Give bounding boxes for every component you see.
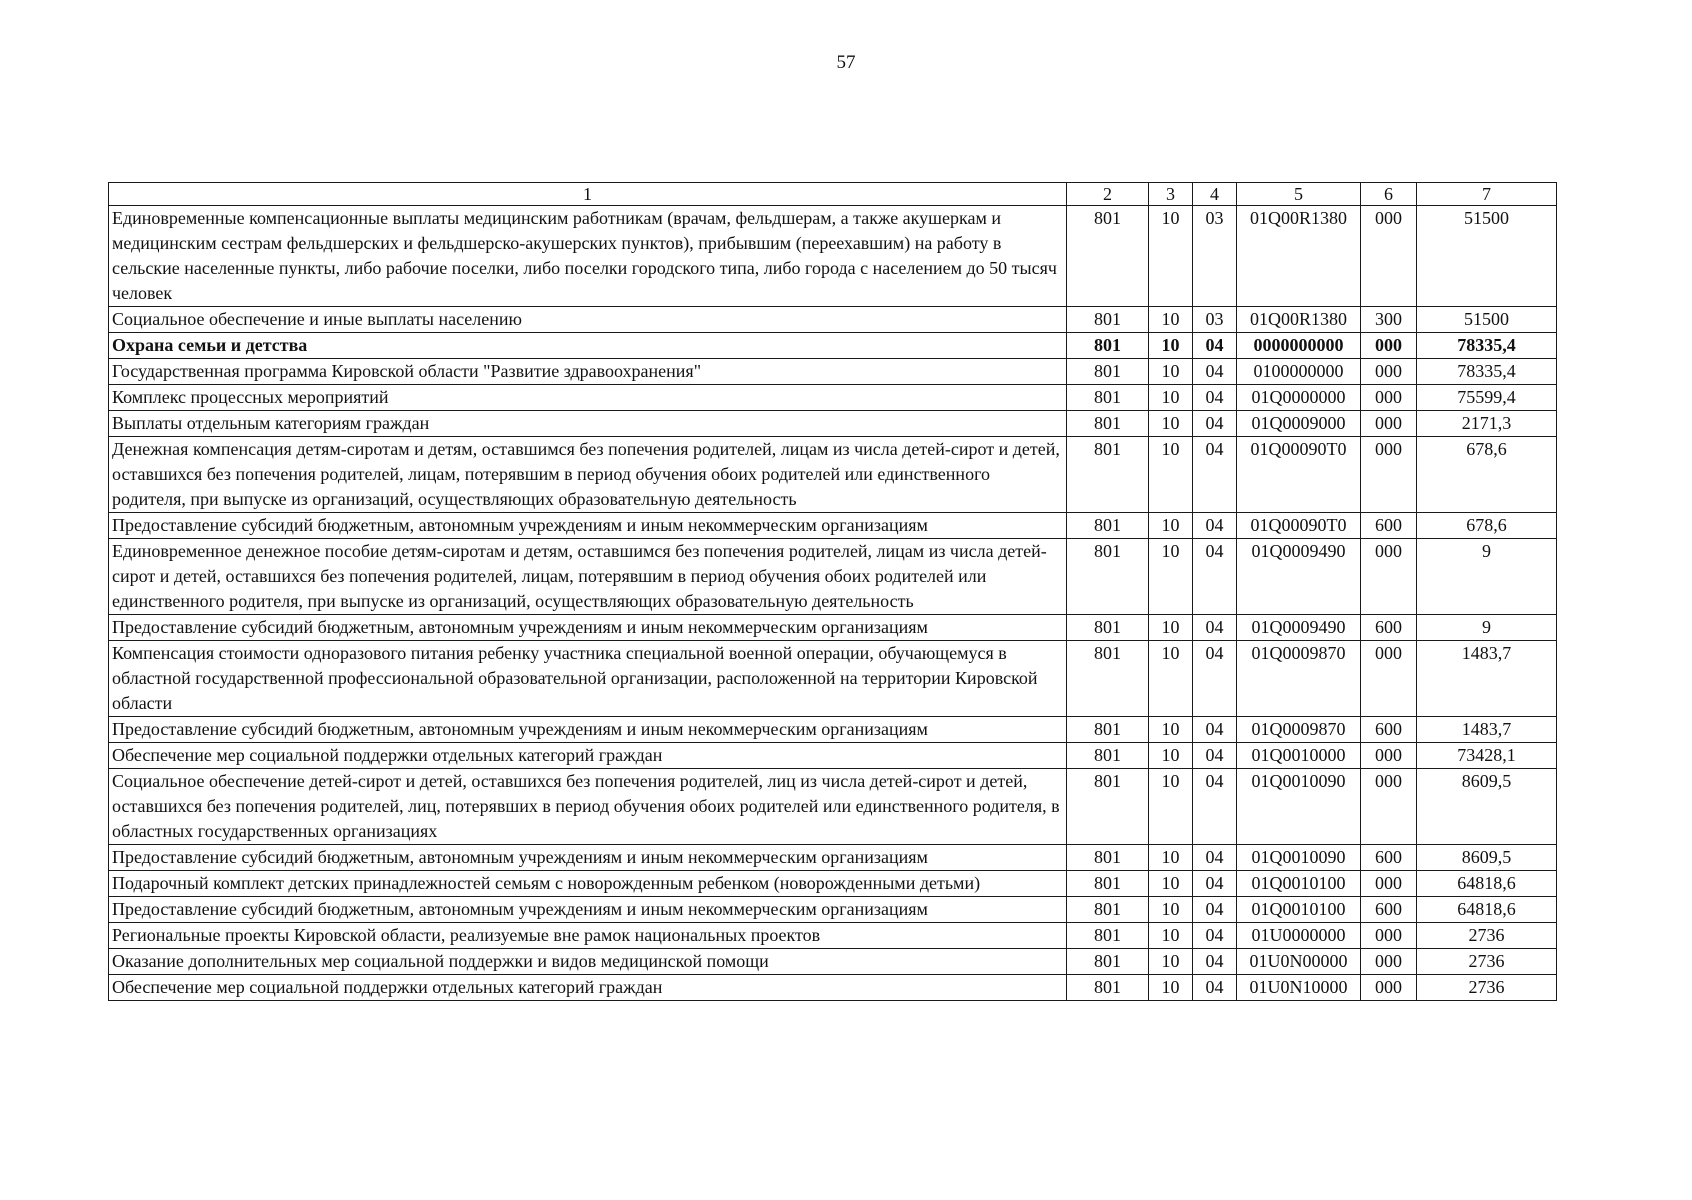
section-code-cell: 10: [1149, 359, 1193, 385]
expense-type-cell: 000: [1361, 769, 1417, 845]
ministry-code-cell: 801: [1067, 975, 1149, 1001]
target-article-cell: 01Q00090T0: [1237, 513, 1361, 539]
table-row: [109, 539, 1557, 615]
ministry-code-cell: 801: [1067, 437, 1149, 513]
section-code-cell: 10: [1149, 307, 1193, 333]
target-article-cell: 01Q0010100: [1237, 871, 1361, 897]
table-row: [109, 437, 1557, 513]
amount-cell: 78335,4: [1417, 359, 1557, 385]
table-row: [109, 717, 1557, 743]
row-name-cell: Единовременные компенсационные выплаты медицинским работникам (врачам, фельдшерам, а также акушеркам и медицинским сестрам фельдшерских и фельдшерско-акушерских пунктов), прибывшим (переехавшим) на работу в сельские населенные пункты, либо рабочие поселки, либо поселки городского типа, либо города с населением до 50 тысяч человек: [109, 206, 1067, 307]
amount-cell: 51500: [1417, 206, 1557, 307]
ministry-code-cell: 801: [1067, 897, 1149, 923]
column-header-7: 7: [1417, 183, 1557, 206]
column-header-5: 5: [1237, 183, 1361, 206]
subsection-code-cell: 04: [1193, 845, 1237, 871]
table-row: [109, 897, 1557, 923]
row-name-cell: Социальное обеспечение детей-сирот и детей, оставшихся без попечения родителей, лиц из числа детей-сирот и детей, оставшихся без попечения родителей, лиц, потерявших в период обучения обоих родителей или единственного родителя, в областных государственных организациях: [109, 769, 1067, 845]
table-row: [109, 333, 1557, 359]
ministry-code-cell: 801: [1067, 206, 1149, 307]
row-name-cell: Государственная программа Кировской области "Развитие здравоохранения": [109, 359, 1067, 385]
ministry-code-cell: 801: [1067, 949, 1149, 975]
expense-type-cell: 600: [1361, 717, 1417, 743]
subsection-code-cell: 04: [1193, 743, 1237, 769]
row-name-cell: Предоставление субсидий бюджетным, автономным учреждениям и иным некоммерческим организациям: [109, 897, 1067, 923]
section-code-cell: 10: [1149, 975, 1193, 1001]
budget-table: [108, 182, 1557, 1001]
target-article-cell: 01U0N00000: [1237, 949, 1361, 975]
row-name-cell: Обеспечение мер социальной поддержки отдельных категорий граждан: [109, 743, 1067, 769]
subsection-code-cell: 04: [1193, 385, 1237, 411]
amount-cell: 2736: [1417, 923, 1557, 949]
ministry-code-cell: 801: [1067, 923, 1149, 949]
section-code-cell: 10: [1149, 743, 1193, 769]
expense-type-cell: 000: [1361, 975, 1417, 1001]
expense-type-cell: 600: [1361, 513, 1417, 539]
table-row: [109, 769, 1557, 845]
subsection-code-cell: 04: [1193, 949, 1237, 975]
amount-cell: 78335,4: [1417, 333, 1557, 359]
amount-cell: 1483,7: [1417, 641, 1557, 717]
target-article-cell: 01Q00090T0: [1237, 437, 1361, 513]
subsection-code-cell: 03: [1193, 307, 1237, 333]
target-article-cell: 01Q0000000: [1237, 385, 1361, 411]
expense-type-cell: 000: [1361, 539, 1417, 615]
subsection-code-cell: 04: [1193, 513, 1237, 539]
table-row: [109, 359, 1557, 385]
row-name-cell: Компенсация стоимости одноразового питания ребенку участника специальной военной операции, обучающемуся в областной государственной профессиональной образовательной организации, расположенной на территории Кировской области: [109, 641, 1067, 717]
table-row: [109, 923, 1557, 949]
row-name-cell: Предоставление субсидий бюджетным, автономным учреждениям и иным некоммерческим организациям: [109, 845, 1067, 871]
section-code-cell: 10: [1149, 641, 1193, 717]
ministry-code-cell: 801: [1067, 513, 1149, 539]
expense-type-cell: 000: [1361, 949, 1417, 975]
section-code-cell: 10: [1149, 437, 1193, 513]
expense-type-cell: 000: [1361, 206, 1417, 307]
ministry-code-cell: 801: [1067, 615, 1149, 641]
column-header-4: 4: [1193, 183, 1237, 206]
expense-type-cell: 000: [1361, 411, 1417, 437]
section-code-cell: 10: [1149, 411, 1193, 437]
ministry-code-cell: 801: [1067, 359, 1149, 385]
amount-cell: 75599,4: [1417, 385, 1557, 411]
expense-type-cell: 000: [1361, 871, 1417, 897]
amount-cell: 8609,5: [1417, 769, 1557, 845]
table-row: [109, 975, 1557, 1001]
section-code-cell: 10: [1149, 206, 1193, 307]
row-name-cell: Предоставление субсидий бюджетным, автономным учреждениям и иным некоммерческим организациям: [109, 615, 1067, 641]
amount-cell: 64818,6: [1417, 871, 1557, 897]
ministry-code-cell: 801: [1067, 333, 1149, 359]
ministry-code-cell: 801: [1067, 385, 1149, 411]
column-header-6: 6: [1361, 183, 1417, 206]
target-article-cell: 01Q0009490: [1237, 615, 1361, 641]
expense-type-cell: 000: [1361, 743, 1417, 769]
ministry-code-cell: 801: [1067, 845, 1149, 871]
section-code-cell: 10: [1149, 871, 1193, 897]
expense-type-cell: 000: [1361, 437, 1417, 513]
target-article-cell: 01Q00R1380: [1237, 206, 1361, 307]
table-row: [109, 513, 1557, 539]
amount-cell: 1483,7: [1417, 717, 1557, 743]
subsection-code-cell: 04: [1193, 923, 1237, 949]
budget-table-container: [108, 182, 1556, 1001]
subsection-code-cell: 03: [1193, 206, 1237, 307]
amount-cell: 64818,6: [1417, 897, 1557, 923]
table-row: [109, 615, 1557, 641]
column-header-1: 1: [109, 183, 1067, 206]
amount-cell: 2171,3: [1417, 411, 1557, 437]
row-name-cell: Выплаты отдельным категориям граждан: [109, 411, 1067, 437]
amount-cell: 678,6: [1417, 513, 1557, 539]
expense-type-cell: 000: [1361, 923, 1417, 949]
subsection-code-cell: 04: [1193, 641, 1237, 717]
table-row: [109, 949, 1557, 975]
column-header-2: 2: [1067, 183, 1149, 206]
table-row: [109, 845, 1557, 871]
target-article-cell: 0000000000: [1237, 333, 1361, 359]
section-code-cell: 10: [1149, 539, 1193, 615]
amount-cell: 9: [1417, 615, 1557, 641]
amount-cell: 51500: [1417, 307, 1557, 333]
ministry-code-cell: 801: [1067, 743, 1149, 769]
subsection-code-cell: 04: [1193, 333, 1237, 359]
row-name-cell: Региональные проекты Кировской области, реализуемые вне рамок национальных проектов: [109, 923, 1067, 949]
table-header-row: [109, 183, 1557, 206]
ministry-code-cell: 801: [1067, 769, 1149, 845]
amount-cell: 2736: [1417, 975, 1557, 1001]
subsection-code-cell: 04: [1193, 975, 1237, 1001]
section-code-cell: 10: [1149, 923, 1193, 949]
row-name-cell: Предоставление субсидий бюджетным, автономным учреждениям и иным некоммерческим организациям: [109, 717, 1067, 743]
table-row: [109, 641, 1557, 717]
table-row: [109, 743, 1557, 769]
subsection-code-cell: 04: [1193, 717, 1237, 743]
section-code-cell: 10: [1149, 513, 1193, 539]
row-name-cell: Единовременное денежное пособие детям-сиротам и детям, оставшимся без попечения родителей, лицам из числа детей-сирот и детей, оставшихся без попечения родителей, лицам, потерявшим в период обучения обоих родителей или единственного родителя, при выпуске из организаций, осуществляющих образовательную деятельность: [109, 539, 1067, 615]
section-code-cell: 10: [1149, 615, 1193, 641]
subsection-code-cell: 04: [1193, 871, 1237, 897]
row-name-cell: Социальное обеспечение и иные выплаты населению: [109, 307, 1067, 333]
row-name-cell: Комплекс процессных мероприятий: [109, 385, 1067, 411]
ministry-code-cell: 801: [1067, 871, 1149, 897]
target-article-cell: 01U0N10000: [1237, 975, 1361, 1001]
table-row: [109, 411, 1557, 437]
section-code-cell: 10: [1149, 845, 1193, 871]
amount-cell: 73428,1: [1417, 743, 1557, 769]
row-name-cell: Денежная компенсация детям-сиротам и детям, оставшимся без попечения родителей, лицам из числа детей-сирот и детей, оставшихся без попечения родителей, лицам, потерявшим в период обучения обоих родителей или единственного родителя, при выпуске из организаций, осуществляющих образовательную деятельность: [109, 437, 1067, 513]
amount-cell: 8609,5: [1417, 845, 1557, 871]
row-name-cell: Предоставление субсидий бюджетным, автономным учреждениям и иным некоммерческим организациям: [109, 513, 1067, 539]
amount-cell: 9: [1417, 539, 1557, 615]
subsection-code-cell: 04: [1193, 359, 1237, 385]
target-article-cell: 0100000000: [1237, 359, 1361, 385]
subsection-code-cell: 04: [1193, 539, 1237, 615]
expense-type-cell: 300: [1361, 307, 1417, 333]
expense-type-cell: 600: [1361, 845, 1417, 871]
section-code-cell: 10: [1149, 769, 1193, 845]
expense-type-cell: 000: [1361, 359, 1417, 385]
target-article-cell: 01Q0009000: [1237, 411, 1361, 437]
table-row: [109, 385, 1557, 411]
table-row: [109, 206, 1557, 307]
expense-type-cell: 000: [1361, 385, 1417, 411]
section-code-cell: 10: [1149, 385, 1193, 411]
target-article-cell: 01Q0009870: [1237, 717, 1361, 743]
row-name-cell: Охрана семьи и детства: [109, 333, 1067, 359]
target-article-cell: 01Q0010090: [1237, 845, 1361, 871]
amount-cell: 678,6: [1417, 437, 1557, 513]
section-code-cell: 10: [1149, 333, 1193, 359]
ministry-code-cell: 801: [1067, 539, 1149, 615]
target-article-cell: 01Q00R1380: [1237, 307, 1361, 333]
target-article-cell: 01Q0009490: [1237, 539, 1361, 615]
subsection-code-cell: 04: [1193, 437, 1237, 513]
section-code-cell: 10: [1149, 949, 1193, 975]
subsection-code-cell: 04: [1193, 897, 1237, 923]
ministry-code-cell: 801: [1067, 307, 1149, 333]
section-code-cell: 10: [1149, 717, 1193, 743]
target-article-cell: 01U0000000: [1237, 923, 1361, 949]
table-row: [109, 871, 1557, 897]
row-name-cell: Оказание дополнительных мер социальной поддержки и видов медицинской помощи: [109, 949, 1067, 975]
row-name-cell: Обеспечение мер социальной поддержки отдельных категорий граждан: [109, 975, 1067, 1001]
target-article-cell: 01Q0010090: [1237, 769, 1361, 845]
expense-type-cell: 000: [1361, 333, 1417, 359]
ministry-code-cell: 801: [1067, 641, 1149, 717]
expense-type-cell: 000: [1361, 641, 1417, 717]
expense-type-cell: 600: [1361, 615, 1417, 641]
page-number: 57: [836, 52, 856, 73]
row-name-cell: Подарочный комплект детских принадлежностей семьям с новорожденным ребенком (новорожденными детьми): [109, 871, 1067, 897]
ministry-code-cell: 801: [1067, 411, 1149, 437]
column-header-3: 3: [1149, 183, 1193, 206]
subsection-code-cell: 04: [1193, 411, 1237, 437]
table-row: [109, 307, 1557, 333]
subsection-code-cell: 04: [1193, 769, 1237, 845]
subsection-code-cell: 04: [1193, 615, 1237, 641]
table-body: [109, 206, 1557, 1001]
expense-type-cell: 600: [1361, 897, 1417, 923]
target-article-cell: 01Q0010000: [1237, 743, 1361, 769]
target-article-cell: 01Q0009870: [1237, 641, 1361, 717]
amount-cell: 2736: [1417, 949, 1557, 975]
section-code-cell: 10: [1149, 897, 1193, 923]
target-article-cell: 01Q0010100: [1237, 897, 1361, 923]
ministry-code-cell: 801: [1067, 717, 1149, 743]
